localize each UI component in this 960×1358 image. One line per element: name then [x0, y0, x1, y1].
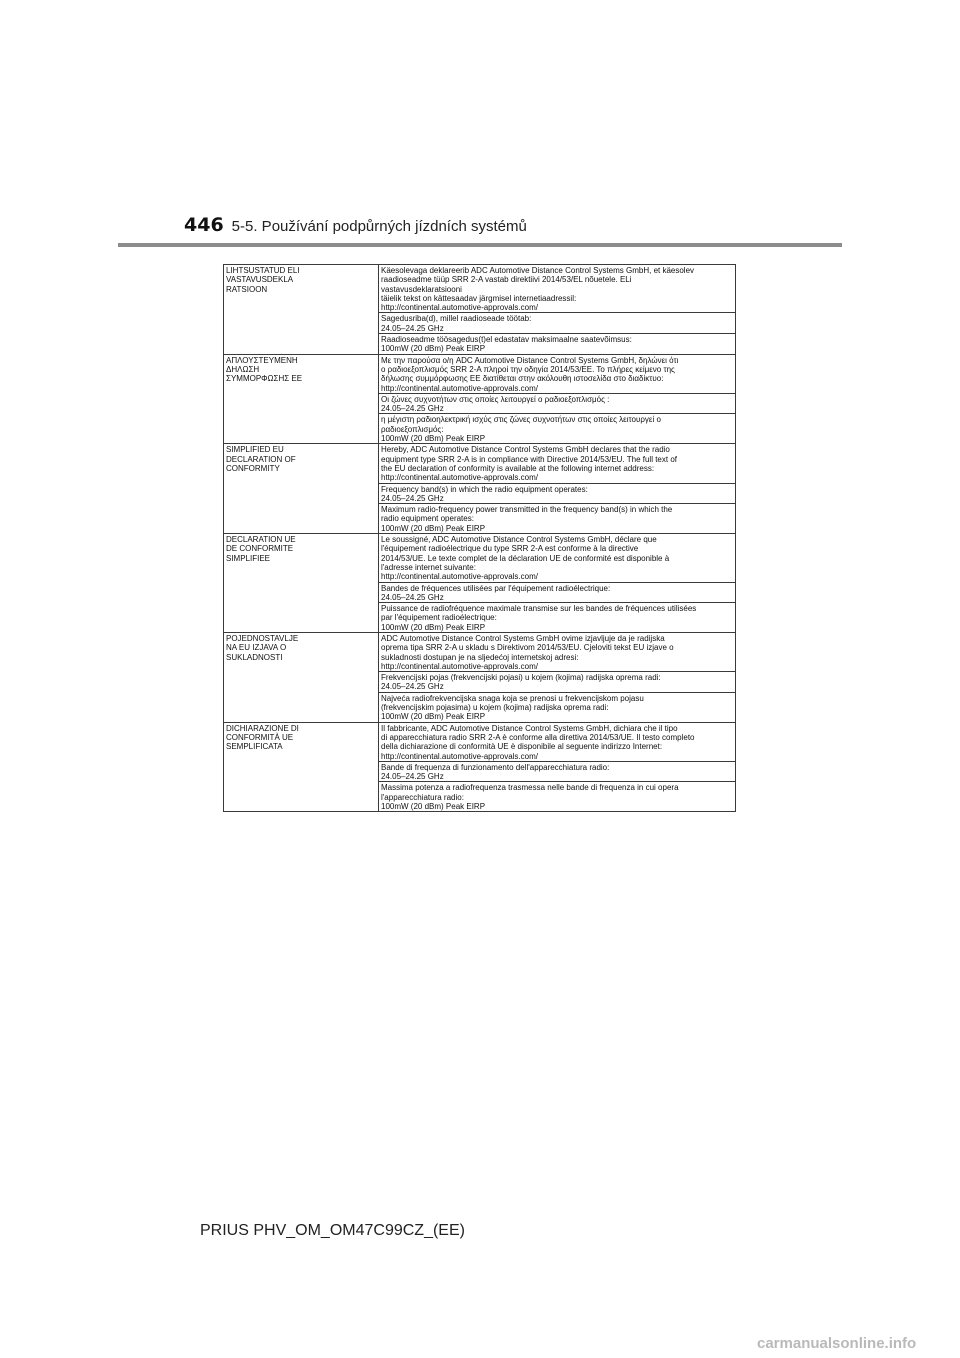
declaration-title-el: ΑΠΛΟΥΣΤΕΥΜΕΝΗ ΔΗΛΩΣΗ ΣΥΜΜΟΡΦΩΣΗΣ ΕΕ	[224, 354, 379, 444]
declaration-title-et: LIHTSUSTATUD ELI VASTAVUSDEKLA RATSIOON	[224, 265, 379, 355]
declaration-title-en: SIMPLIFIED EU DECLARATION OF CONFORMITY	[224, 444, 379, 534]
max-power-et: Raadioseadme töösagedus(t)el edastatav maksimaalne saatevõimsus: 100mW (20 dBm) Peak EIRP	[379, 334, 736, 355]
frequency-band-en: Frequency band(s) in which the radio equipment operates: 24.05–24.25 GHz	[379, 483, 736, 504]
table-row	[224, 534, 736, 582]
max-power-el: η μέγιστη ραδιοηλεκτρική ισχύς στις ζώνες συχνοτήτων στις οποίες λειτουργεί ο ραδιοεξοπλισμός: 100mW (20 dBm) Peak EIRP	[379, 414, 736, 444]
declaration-title-fr: DECLARATION UE DE CONFORMITE SIMPLIFIEE	[224, 534, 379, 633]
declaration-text-et: Käesolevaga deklareerib ADC Automotive Distance Control Systems GmbH, et käesolev raadioseadme tüüp SRR 2-A vastab direktiivi 2014/53/EL nõuetele. ELi vastavusdeklaratsiooni täielik tekst on kättesaadav järgmisel internetiaadressil: http://continental.automotive-approvals.com/	[379, 265, 736, 313]
table-row	[224, 444, 736, 483]
declaration-text-hr: ADC Automotive Distance Control Systems GmbH ovime izjavljuje da je radijska oprema tipa SRR 2-A u skladu s Direktivom 2014/53/EU. Cjeloviti tekst EU izjave o sukladnosti dostupan je na sljedećoj internetskoj adresi: http://continental.automotive-approvals.com/	[379, 632, 736, 671]
table-row	[224, 354, 736, 393]
declaration-text-el: Με την παρούσα ο/η ADC Automotive Distance Control Systems GmbH, δηλώνει ότι ο ραδιοεξοπλισμός SRR 2-A πληροί την οδηγία 2014/53/ΕΕ. Το πλήρες κείμενο της δήλωσης συμμόρφωσης ΕΕ διατίθεται στην ακόλουθη ιστοσελίδα στο διαδίκτυο: http://continental.automotive-approvals.com/	[379, 354, 736, 393]
table-row	[224, 722, 736, 761]
max-power-it: Massima potenza a radiofrequenza trasmessa nelle bande di frequenza in cui opera l'apparecchiatura radio: 100mW (20 dBm) Peak EIRP	[379, 782, 736, 812]
page-number: 446	[184, 214, 224, 236]
table-row	[224, 265, 736, 313]
frequency-band-it: Bande di frequenza di funzionamento dell'apparecchiatura radio: 24.05–24.25 GHz	[379, 761, 736, 782]
page-header	[184, 214, 527, 236]
watermark: carmanualsonline.info	[757, 1335, 917, 1352]
max-power-fr: Puissance de radiofréquence maximale transmise sur les bandes de fréquences utilisées par l'équipement radioélectrique: 100mW (20 dBm) Peak EIRP	[379, 603, 736, 633]
section-title: 5-5. Používání podpůrných jízdních systémů	[231, 218, 527, 235]
max-power-hr: Najveća radiofrekvencijska snaga koja se prenosi u frekvencijskom pojasu (frekvencijskim pojasima) u kojem (kojima) radijska oprema radi: 100mW (20 dBm) Peak EIRP	[379, 692, 736, 722]
max-power-en: Maximum radio-frequency power transmitted in the frequency band(s) in which the radio equipment operates: 100mW (20 dBm) Peak EIRP	[379, 504, 736, 534]
frequency-band-fr: Bandes de fréquences utilisées par l'équipement radioélectrique: 24.05–24.25 GHz	[379, 582, 736, 603]
declaration-title-it: DICHIARAZIONE DI CONFORMITÀ UE SEMPLIFICATA	[224, 722, 379, 812]
document-code: PRIUS PHV_OM_OM47C99CZ_(EE)	[200, 1222, 465, 1239]
declaration-title-hr: POJEDNOSTAVLJE NA EU IZJAVA O SUKLADNOSTI	[224, 632, 379, 722]
declaration-table	[223, 264, 736, 812]
frequency-band-hr: Frekvencijski pojas (frekvencijski pojasi) u kojem (kojima) radijska oprema radi: 24.05–24.25 GHz	[379, 672, 736, 693]
declaration-text-en: Hereby, ADC Automotive Distance Control Systems GmbH declares that the radio equipment type SRR 2-A is in compliance with Directive 2014/53/EU. The full text of the EU declaration of conformity is available at the following internet address: http://continental.automotive-approvals.com/	[379, 444, 736, 483]
header-divider	[118, 243, 842, 247]
frequency-band-el: Οι ζώνες συχνοτήτων στις οποίες λειτουργεί ο ραδιοεξοπλισμός : 24.05–24.25 GHz	[379, 393, 736, 414]
table-row	[224, 632, 736, 671]
frequency-band-et: Sagedusriba(d), millel raadioseade töötab: 24.05–24.25 GHz	[379, 313, 736, 334]
declaration-text-fr: Le soussigné, ADC Automotive Distance Control Systems GmbH, déclare que l'équipement radioélectrique du type SRR 2-A est conforme à la directive 2014/53/UE. Le texte complet de la déclaration UE de conformité est disponible à l'adresse internet suivante: http://continental.automotive-approvals.com/	[379, 534, 736, 582]
declaration-text-it: Il fabbricante, ADC Automotive Distance Control Systems GmbH, dichiara che il tipo di apparecchiatura radio SRR 2-A è conforme alla direttiva 2014/53/UE. Il testo completo della dichiarazione di conformità UE è disponibile al seguente indirizzo Internet: http://continental.automotive-approvals.com/	[379, 722, 736, 761]
